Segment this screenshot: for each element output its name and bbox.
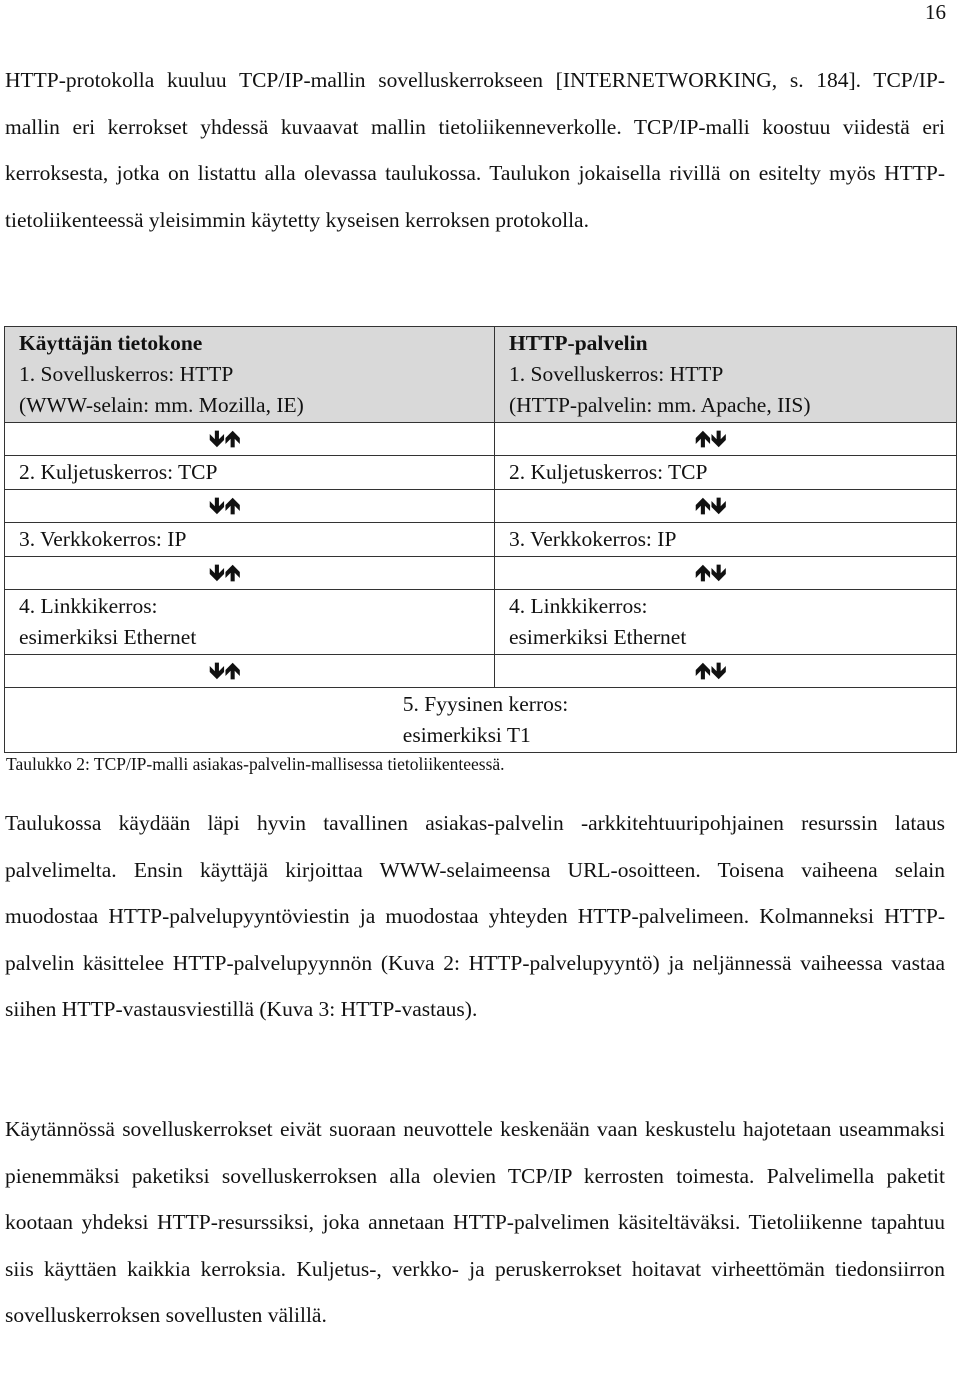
arrow-up-icon: 🡹 — [224, 658, 241, 683]
server-app-cell — [495, 327, 957, 423]
server-app-layer: 1. Sovelluskerros: HTTP — [509, 362, 724, 386]
client-arrows-2 — [5, 490, 495, 523]
arrow-up-icon: 🡹 — [224, 426, 241, 451]
arrow-up-icon: 🡹 — [695, 493, 711, 518]
arrow-down-icon: 🡻 — [710, 493, 727, 518]
physical-layer: 5. Fyysinen kerros: — [402, 692, 569, 716]
client-app-layer: 1. Sovelluskerros: HTTP — [19, 362, 234, 386]
server-arrows-1 — [495, 423, 957, 456]
server-link-cell — [495, 590, 957, 655]
page-number: 16 — [925, 0, 946, 24]
server-arrows-4 — [495, 655, 957, 688]
client-network-layer: 3. Verkkokerros: IP — [5, 523, 495, 557]
arrow-up-icon: 🡹 — [695, 658, 711, 683]
intro-paragraph: HTTP-protokolla kuuluu TCP/IP-mallin sovelluskerrokseen [INTERNETWORKING, s. 184]. TCP/IP-mallin eri kerrokset yhdessä kuvaavat mallin tietoliikenneverkolle. TCP/IP-malli koostuu viidestä eri kerroksesta, jotka on listattu alla olevassa taulukossa. Taulukon jokaisella rivillä on esitelty myös HTTP-tietoliikenteessä yleisimmin käytetty kyseisen kerroksen protokolla. — [5, 68, 945, 232]
arrow-up-icon: 🡹 — [224, 493, 241, 518]
arrow-down-icon: 🡻 — [209, 426, 225, 451]
arrow-down-icon: 🡻 — [710, 658, 727, 683]
client-app-cell — [5, 327, 495, 423]
server-arrows-2 — [495, 490, 957, 523]
body-paragraph-3: Käytännössä sovelluskerrokset eivät suoraan neuvottele keskenään vaan keskustelu hajotetaan useammaksi pienemmäksi paketiksi sovelluskerroksen alla olevien TCP/IP kerrosten toimesta. Palvelimella paketit kootaan yhdeksi HTTP-resurssiksi, joka annetaan HTTP-palvelimen käsiteltäväksi. Tietoliikenne tapahtuu siis käyttäen kaikkia kerroksia. Kuljetus-, verkko- ja peruskerrokset hoitavat virheettömän tiedonsiirron sovelluskerroksen sovellusten välillä. — [5, 1117, 945, 1327]
client-link-example: esimerkiksi Ethernet — [19, 625, 197, 649]
arrow-down-icon: 🡻 — [209, 658, 225, 683]
physical-layer-example: esimerkiksi T1 — [402, 723, 531, 747]
server-link-example: esimerkiksi Ethernet — [509, 625, 687, 649]
server-link-layer: 4. Linkkikerros: — [509, 594, 648, 618]
arrow-down-icon: 🡻 — [209, 560, 225, 585]
client-link-cell — [5, 590, 495, 655]
client-transport-layer: 2. Kuljetuskerros: TCP — [5, 456, 495, 490]
arrow-down-icon: 🡻 — [710, 426, 727, 451]
client-app-example: (WWW-selain: mm. Mozilla, IE) — [19, 393, 304, 417]
arrow-down-icon: 🡻 — [710, 560, 727, 585]
client-arrows-3 — [5, 557, 495, 590]
arrow-down-icon: 🡻 — [209, 493, 225, 518]
client-link-layer: 4. Linkkikerros: — [19, 594, 158, 618]
arrow-up-icon: 🡹 — [224, 560, 241, 585]
tcpip-layers-table — [4, 326, 957, 753]
arrow-up-icon: 🡹 — [695, 560, 711, 585]
client-header: Käyttäjän tietokone — [19, 331, 203, 355]
server-app-example: (HTTP-palvelin: mm. Apache, IIS) — [509, 393, 811, 417]
server-header: HTTP-palvelin — [509, 331, 648, 355]
physical-layer-cell — [5, 688, 957, 753]
server-arrows-3 — [495, 557, 957, 590]
client-arrows-4 — [5, 655, 495, 688]
table-caption: Taulukko 2: TCP/IP-malli asiakas-palvelin-mallisessa tietoliikenteessä. — [6, 754, 505, 774]
client-arrows-1 — [5, 423, 495, 456]
body-paragraph-2: Taulukossa käydään läpi hyvin tavallinen asiakas-palvelin -arkkitehtuuripohjainen resurssin lataus palvelimelta. Ensin käyttäjä kirjoittaa WWW-selaimeensa URL-osoitteen. Toisena vaiheena selain muodostaa HTTP-palvelupyyntöviestin ja muodostaa yhteyden HTTP-palvelimeen. Kolmanneksi HTTP-palvelin käsittelee HTTP-palvelupyynnön (Kuva 2: HTTP-palvelupyyntö) ja neljännessä vaiheessa vastaa siihen HTTP-vastausviestillä (Kuva 3: HTTP-vastaus). — [5, 811, 945, 1021]
server-transport-layer: 2. Kuljetuskerros: TCP — [495, 456, 957, 490]
arrow-up-icon: 🡹 — [695, 426, 711, 451]
server-network-layer: 3. Verkkokerros: IP — [495, 523, 957, 557]
